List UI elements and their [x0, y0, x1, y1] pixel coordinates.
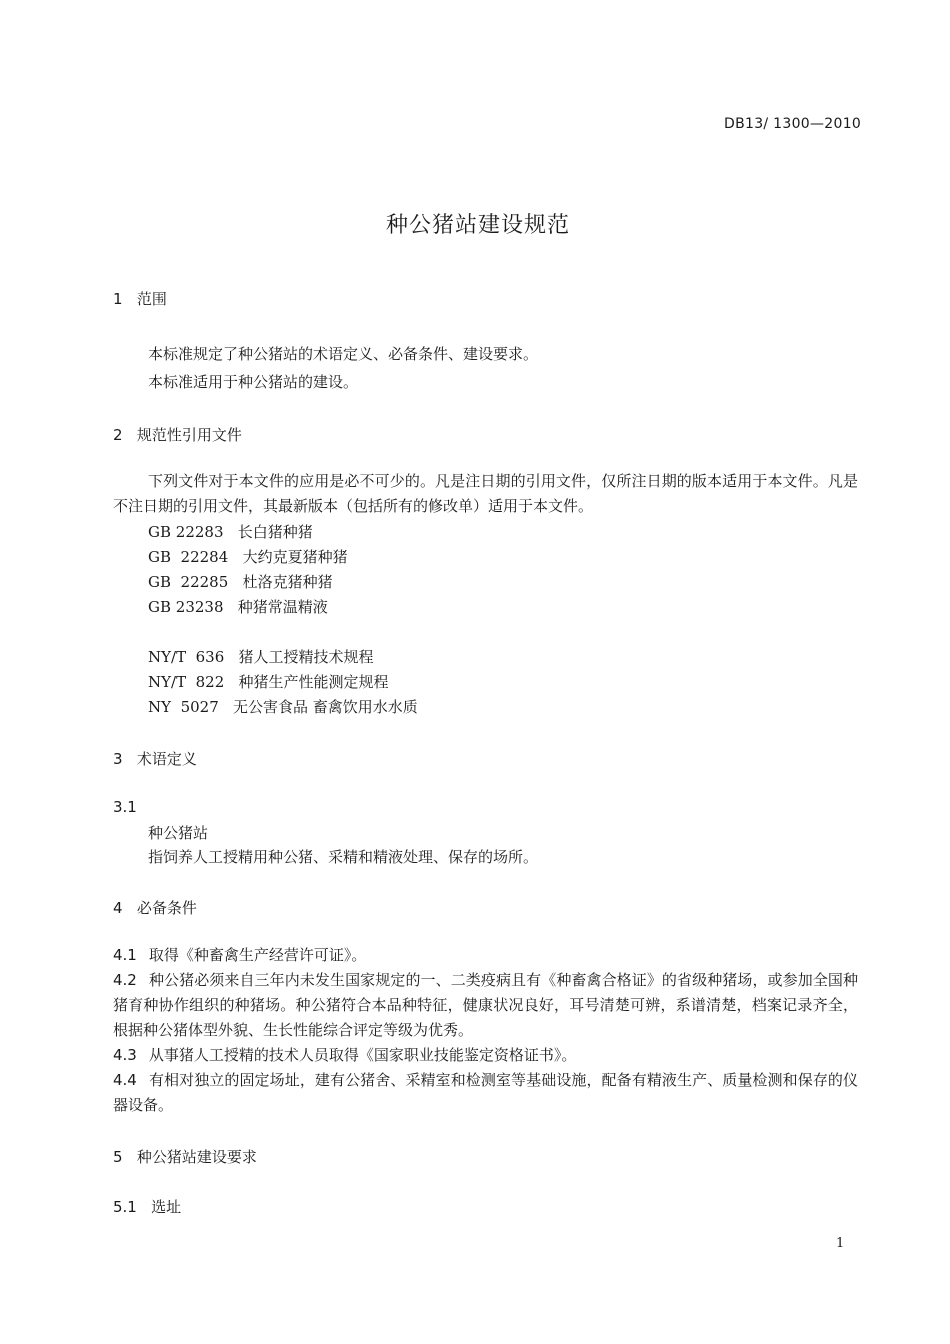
reference-item: NY/T 822 种猪生产性能测定规程: [148, 673, 389, 691]
clause-number: 4.1: [113, 946, 137, 964]
section-3-heading: 3 术语定义: [113, 750, 197, 768]
section-5-heading: 5 种公猪站建设要求: [113, 1148, 257, 1166]
clause-text: 种公猪必须来自三年内未发生国家规定的一、二类疫病且有《种畜禽合格证》的省级种猪场，或参加全国种猪育种协作组织的种猪场。种公猪符合本品种特征，健康状况良好，耳号清楚可辨，系谱清楚，档案记录齐全，根据种公猪体型外貌、生长性能综合评定等级为优秀。: [113, 971, 858, 1039]
reference-item: GB 22285 杜洛克猪种猪: [148, 573, 333, 591]
reference-item: NY/T 636 猪人工授精技术规程: [148, 648, 374, 666]
clause-4-1: [113, 943, 858, 968]
clause-text: 取得《种畜禽生产经营许可证》。: [148, 946, 367, 964]
clause-text: 有相对独立的固定场址，建有公猪舍、采精室和检测室等基础设施，配备有精液生产、质量检测和保存的仪器设备。: [113, 1071, 858, 1114]
clause-number: 4.3: [113, 1046, 137, 1064]
reference-item: NY 5027 无公害食品 畜禽饮用水水质: [148, 698, 418, 716]
subsection-5-1-heading: 5.1 选址: [113, 1198, 182, 1216]
page-number: 1: [836, 1236, 845, 1251]
term-name: 种公猪站: [148, 824, 209, 842]
clause-number: 3.1: [113, 798, 137, 816]
section-1-heading: 1 范围: [113, 290, 167, 308]
page-title: 种公猪站建设规范: [386, 213, 571, 238]
reference-item: GB 22283 长白猪种猪: [148, 523, 313, 541]
section-4-heading: 4 必备条件: [113, 899, 197, 917]
clause-4-3: [113, 1043, 858, 1068]
section-2-intro: 下列文件对于本文件的应用是必不可少的。凡是注日期的引用文件，仅所注日期的版本适用于本文件。凡是不注日期的引用文件，其最新版本（包括所有的修改单）适用于本文件。: [113, 472, 858, 515]
reference-item: GB 23238 种猪常温精液: [148, 598, 328, 616]
clause-text: 从事猪人工授精的技术人员取得《国家职业技能鉴定资格证书》。: [148, 1046, 577, 1064]
section-1-paragraph-1: 本标准规定了种公猪站的术语定义、必备条件、建设要求。: [148, 345, 539, 363]
document-code: DB13/ 1300—2010: [724, 116, 862, 132]
term-definition: 指饲养人工授精用种公猪、采精和精液处理、保存的场所。: [148, 848, 539, 866]
clause-4-2: [113, 968, 858, 1043]
clause-number: 4.4: [113, 1071, 137, 1089]
clause-number: 4.2: [113, 971, 137, 989]
section-1-paragraph-2: 本标准适用于种公猪站的建设。: [148, 373, 359, 391]
reference-item: GB 22284 大约克夏猪种猪: [148, 548, 348, 566]
section-2-heading: 2 规范性引用文件: [113, 426, 242, 444]
clause-4-4: [113, 1068, 858, 1118]
